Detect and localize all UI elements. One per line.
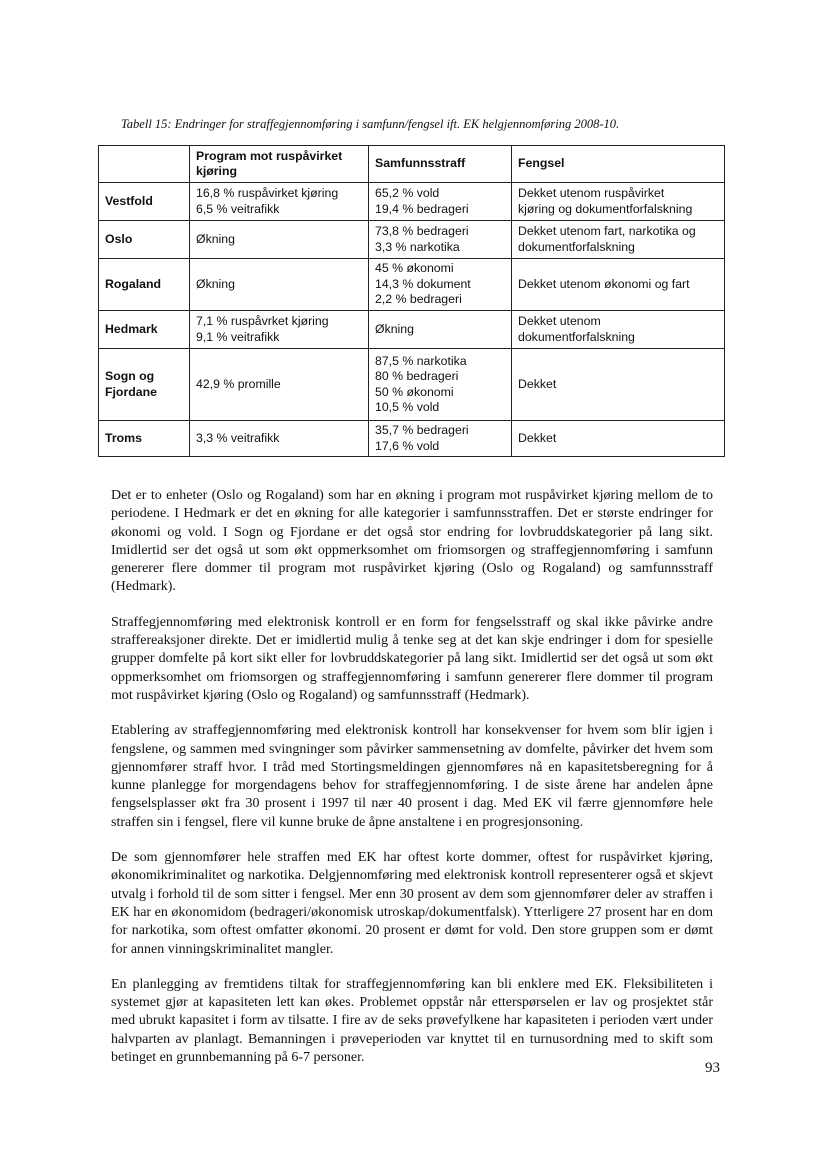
row-label-vestfold: Vestfold <box>99 183 190 221</box>
table-row <box>99 221 725 259</box>
cell-fengsel <box>512 221 725 259</box>
cell-line: 87,5 % narkotika <box>375 353 467 368</box>
cell-line: 14,3 % dokument <box>375 276 471 291</box>
cell-line: 6,5 % veitrafikk <box>196 201 280 216</box>
cell-line: 17,6 % vold <box>375 438 440 453</box>
cell-line: Dekket utenom ruspåvirket <box>518 186 665 200</box>
cell-program <box>190 311 369 349</box>
row-label-sogn-og-fjordane <box>99 349 190 421</box>
paragraph: Straffegjennomføring med elektronisk kontroll er en form for fengselsstraff og skal ikke påvirke andre straffereaksjoner direkte. Det er imidlertid mulig å tenke seg at det kan skje endringer i dom for spesielle grupper domfelte på kort sikt eller for lovbruddskategorier på lang sikt. Imidlertid ser det også ut som økt oppmerksomhet om friomsorgen og straffegjennomføring i samfunn genererer flere dommer til program mot ruspåvirket kjøring (Oslo og Rogaland) og samfunnsstraff (Hedmark). <box>111 614 713 703</box>
row-label-rogaland: Rogaland <box>99 259 190 311</box>
paragraph: Det er to enheter (Oslo og Rogaland) som har en økning i program mot ruspåvirket kjøring mellom de to periodene. I Hedmark er det en økning for alle kategorier i samfunnsstraffen. Det er største endringer for økonomi og vold. I Sogn og Fjordane er det også stor endring for lovbruddskategorier på lang sikt. Imidlertid ser det også ut som økt oppmerksomhet om friomsorgen og straffegjennomføring i samfunn genererer flere dommer til program mot ruspåvirket kjøring (Oslo og Rogaland) og samfunnsstraff (Hedmark). <box>111 488 713 595</box>
cell-line: 9,1 % veitrafikk <box>196 329 280 344</box>
cell-line: dokumentforfalskning <box>518 239 635 254</box>
cell-line: Økning <box>375 321 414 336</box>
cell-line: 80 % bedrageri <box>375 369 459 383</box>
cell-line: Økning <box>196 231 235 246</box>
table-row <box>99 259 725 311</box>
table-header-row <box>99 146 725 183</box>
table-row <box>99 183 725 221</box>
cell-line: 73,8 % bedrageri <box>375 224 469 238</box>
table-caption: Tabell 15: Endringer for straffegjennomføring i samfunn/fengsel ift. EK helgjennomføring 2008-10. <box>121 117 620 131</box>
cell-line: Dekket utenom <box>518 314 601 328</box>
cell-line: 7,1 % ruspåvrket kjøring <box>196 314 329 328</box>
cell-line: Dekket <box>518 376 557 391</box>
cell-line: dokumentforfalskning <box>518 329 635 344</box>
cell-fengsel <box>512 349 725 421</box>
cell-samfunnsstraff <box>369 421 512 457</box>
table-row <box>99 349 725 421</box>
table-row <box>99 421 725 457</box>
cell-line: 45 % økonomi <box>375 261 454 276</box>
cell-program <box>190 183 369 221</box>
cell-program <box>190 421 369 457</box>
row-label-hedmark: Hedmark <box>99 311 190 349</box>
cell-line: 3,3 % narkotika <box>375 239 460 254</box>
cell-samfunnsstraff <box>369 183 512 221</box>
paragraph: En planlegging av fremtidens tiltak for straffegjennomføring kan bli enklere med EK. Fleksibiliteten i systemet gjør at kapasiteten lett kan økes. Problemet oppstår når etterspørselen er lav og prosjektet står med ubrukt kapasitet i form av tilsatte. I fire av de seks prøvefylkene har kapasiteten i perioden vært under halvparten av planlagt. Bemanningen i prøveperioden var knyttet til en turnusordning med to skift som betinget en grunnbemanning på 6-7 personer. <box>111 976 713 1066</box>
cell-samfunnsstraff <box>369 221 512 259</box>
cell-samfunnsstraff <box>369 259 512 311</box>
cell-line: 2,2 % bedrageri <box>375 292 462 307</box>
cell-line: 3,3 % veitrafikk <box>196 430 280 445</box>
cell-samfunnsstraff <box>369 349 512 421</box>
statistics-table <box>98 145 725 457</box>
row-label-troms: Troms <box>99 421 190 457</box>
page-number: 93 <box>705 1060 720 1076</box>
body-text <box>111 487 713 1084</box>
header-fengsel: Fengsel <box>512 146 725 183</box>
cell-line: 35,7 % bedrageri <box>375 423 469 437</box>
cell-samfunnsstraff <box>369 311 512 349</box>
cell-line: Dekket utenom økonomi og fart <box>518 276 690 291</box>
cell-line: 19,4 % bedrageri <box>375 201 469 216</box>
header-program: Program mot ruspåvirket kjøring <box>190 146 369 183</box>
header-empty-cell <box>99 146 190 183</box>
cell-line: 10,5 % vold <box>375 400 440 414</box>
cell-line: 16,8 % ruspåvirket kjøring <box>196 186 339 200</box>
cell-line: Dekket utenom fart, narkotika og <box>518 224 696 238</box>
cell-program <box>190 221 369 259</box>
header-samfunnsstraff: Samfunnsstraff <box>369 146 512 183</box>
cell-line: Økning <box>196 276 235 291</box>
paragraph: Etablering av straffegjennomføring med elektronisk kontroll har konsekvenser for hvem som blir igjen i fengslene, og sammen med svingninger som påvirker sammensetning av domfelte, påvirker det hvem som gjennomfører straff hvor. I tråd med Stortingsmeldingen gjennomføres nå en kapasitetsberegning for å kunne planlegge for morgendagens behov for straffegjennomføring. I de siste årene har andelen åpne fengselsplasser økt fra 30 prosent i 1997 til nær 40 prosent i dag. Med EK vil færre gjennomføre hele straffen sin i fengsel, flere vil kunne bruke de åpne anstaltene i en progresjonsoning. <box>111 723 713 830</box>
cell-line: Dekket <box>518 430 557 445</box>
row-label-oslo: Oslo <box>99 221 190 259</box>
cell-line: 65,2 % vold <box>375 186 440 200</box>
cell-program <box>190 349 369 421</box>
cell-line: kjøring og dokumentforfalskning <box>518 201 693 216</box>
cell-program <box>190 259 369 311</box>
cell-fengsel <box>512 259 725 311</box>
cell-line: 50 % økonomi <box>375 384 454 399</box>
table-row <box>99 311 725 349</box>
row-label-line: Fjordane <box>105 384 157 399</box>
row-label-line: Sogn og <box>105 369 155 383</box>
cell-fengsel <box>512 183 725 221</box>
cell-line: 42,9 % promille <box>196 376 281 391</box>
cell-fengsel <box>512 311 725 349</box>
paragraph: De som gjennomfører hele straffen med EK har oftest korte dommer, oftest for ruspåvirket kjøring, økonomikriminalitet og narkotika. Delgjennomføring med elektronisk kontroll representerer også et skjevt utvalg i forhold til de som sitter i fengsel. Mer enn 30 prosent av dem som gjennomfører deler av straffen i EK har en økonomidom (bedrageri/økonomisk utroskap/dokumentfalsk). Ytterligere 27 prosent har en dom for narkotika, som oftest omfatter økonomi. 20 prosent er dømt for vold. Den store gruppen som er dømt for annen vinningskriminalitet mangler. <box>111 850 713 957</box>
cell-fengsel <box>512 421 725 457</box>
